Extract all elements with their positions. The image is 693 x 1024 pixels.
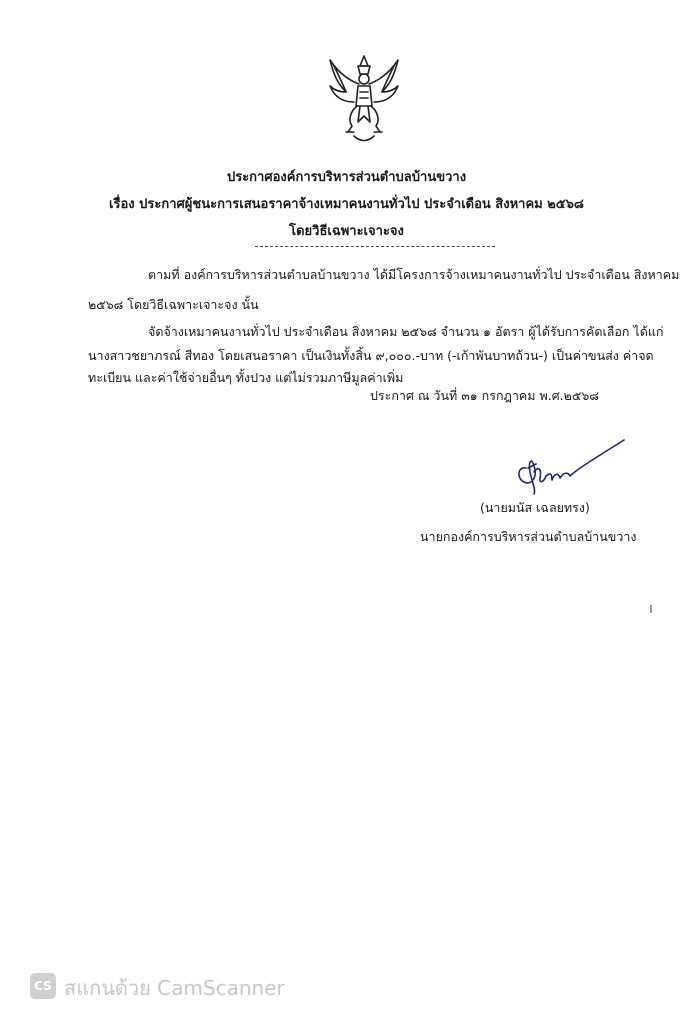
signer-position: นายกองค์การบริหารส่วนตำบลบ้านขวาง bbox=[420, 529, 637, 544]
divider-line bbox=[255, 246, 495, 247]
scan-artifact-mark bbox=[650, 605, 652, 613]
announcement-date: ประกาศ ณ วันที่ ๓๑ กรกฎาคม พ.ศ.๒๕๖๘ bbox=[370, 388, 599, 403]
signer-name: (นายมนัส เฉลยทรง) bbox=[480, 500, 590, 515]
announcement-method: โดยวิธีเฉพาะเจาะจง bbox=[289, 224, 404, 239]
announcement-subject: เรื่อง ประกาศผู้ชนะการเสนอราคาจ้างเหมาคนงานทั่วไป ประจำเดือน สิงหาคม ๒๕๖๘ bbox=[109, 197, 584, 212]
handwritten-signature bbox=[512, 438, 630, 496]
body-paragraph-1-line-1: ตามที่ องค์การบริหารส่วนตำบลบ้านขวาง ได้มีโครงการจ้างเหมาคนงานทั่วไป ประจำเดือน สิงหาคม bbox=[148, 267, 680, 282]
body-paragraph-2-line-1: จัดจ้างเหมาคนงานทั่วไป ประจำเดือน สิงหาคม ๒๕๖๘ จำนวน ๑ อัตรา ผู้ได้รับการคัดเลือก ได้แก่ bbox=[148, 324, 664, 339]
body-paragraph-1-line-2: ๒๕๖๘ โดยวิธีเฉพาะเจาะจง นั้น bbox=[88, 297, 259, 312]
body-paragraph-2-line-2: นางสาวชยาภรณ์ สีทอง โดยเสนอราคา เป็นเงินทั้งสิ้น ๙,๐๐๐.-บาท (-เก้าพันบาทถ้วน-) เป็นค่าขนส่ง ค่าจด bbox=[88, 348, 654, 363]
announcement-title: ประกาศองค์การบริหารส่วนตำบลบ้านขวาง bbox=[226, 170, 467, 185]
body-paragraph-2-line-3: ทะเบียน และค่าใช้จ่ายอื่นๆ ทั้งปวง แต่ไม่รวมภาษีมูลค่าเพิ่ม bbox=[88, 370, 404, 385]
camscanner-logo: CS bbox=[30, 973, 56, 999]
camscanner-watermark: สแกนด้วย CamScanner bbox=[64, 976, 285, 1000]
garuda-emblem bbox=[324, 52, 404, 144]
